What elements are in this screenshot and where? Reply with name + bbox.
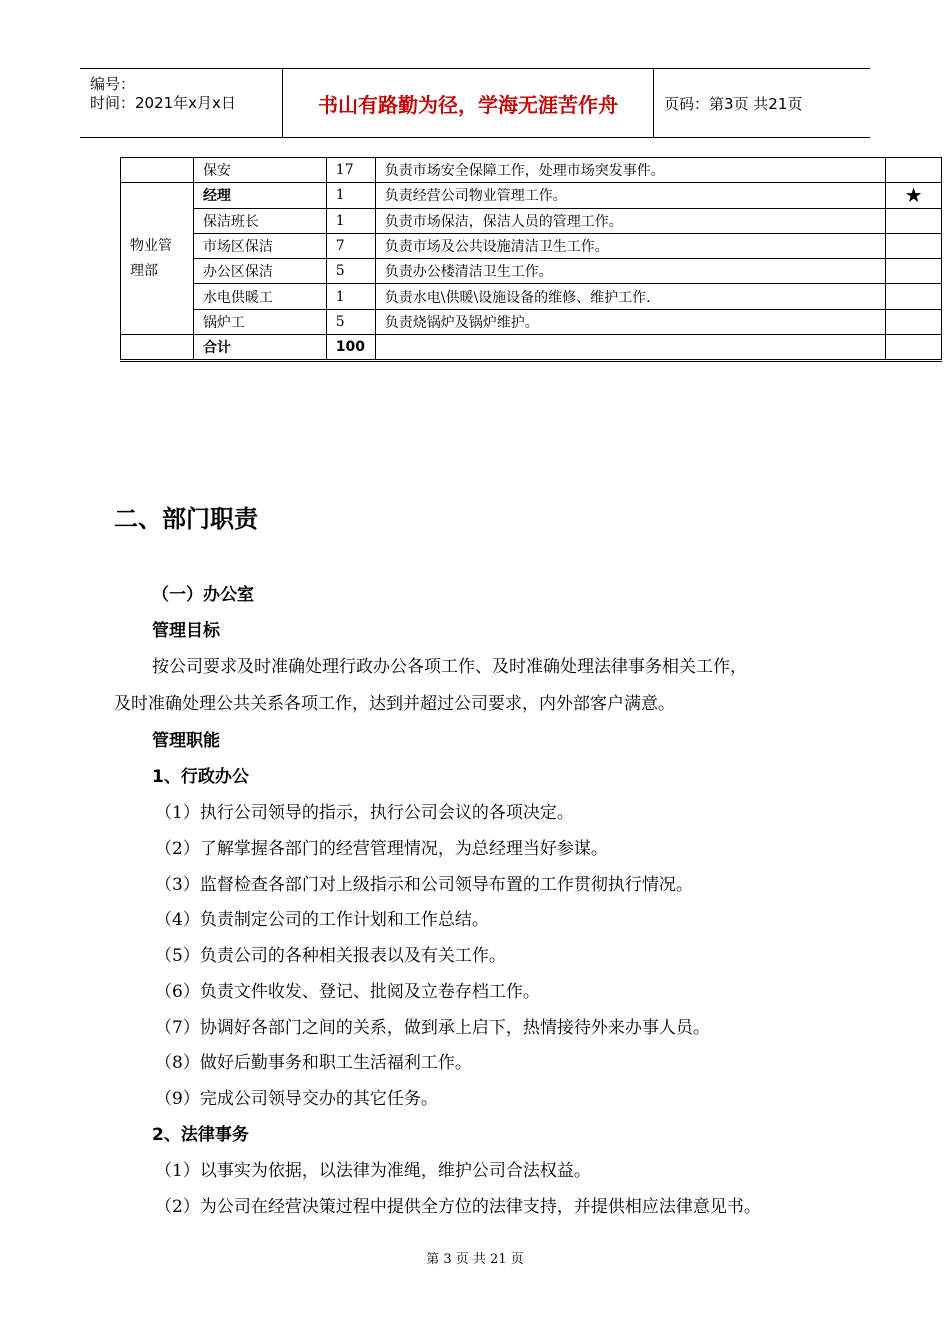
doc-number-label: 编号：	[90, 75, 136, 93]
count-cell: 1	[326, 284, 375, 309]
table-total-row	[121, 335, 942, 361]
subsection-title: （一）办公室	[152, 585, 254, 605]
page-header	[80, 68, 870, 138]
position-cell: 水电供暖工	[193, 284, 326, 309]
position-cell: 办公区保洁	[193, 259, 326, 284]
goal-heading: 管理目标	[152, 621, 220, 641]
page-footer: 第 3 页 共 21 页	[426, 1252, 524, 1267]
list-item: （4）负责制定公司的工作计划和工作总结。	[155, 910, 489, 930]
table-row	[121, 284, 942, 309]
mark-cell	[886, 259, 942, 284]
table-row	[121, 208, 942, 233]
list-item: （2）了解掌握各部门的经营管理情况，为总经理当好参谋。	[155, 839, 608, 859]
header-motto: 书山有路勤为径，学海无涯苦作舟	[283, 69, 654, 137]
list-item: （8）做好后勤事务和职工生活福利工作。	[155, 1053, 472, 1073]
dept-cell-empty	[121, 158, 194, 183]
list-item: （2）为公司在经营决策过程中提供全方位的法律支持，并提供相应法律意见书。	[155, 1197, 761, 1217]
doc-time-label: 时间：2021年x月x日	[90, 94, 236, 112]
duty-cell: 负责经营公司物业管理工作。	[375, 183, 885, 208]
table-row	[121, 309, 942, 334]
duty-cell-empty	[375, 335, 885, 361]
table-row	[121, 233, 942, 258]
dept-cell-empty	[121, 335, 194, 361]
admin-heading: 1、行政办公	[152, 767, 249, 787]
position-cell: 锅炉工	[193, 309, 326, 334]
list-item: （9）完成公司领导交办的其它任务。	[155, 1089, 438, 1109]
staff-table	[120, 157, 942, 362]
position-cell: 保安	[193, 158, 326, 183]
table-row	[121, 183, 942, 208]
star-icon: ★	[886, 183, 942, 208]
header-meta	[80, 69, 283, 137]
list-item: （6）负责文件收发、登记、批阅及立卷存档工作。	[155, 982, 540, 1002]
count-cell: 7	[326, 233, 375, 258]
position-cell: 经理	[193, 183, 326, 208]
count-cell: 5	[326, 259, 375, 284]
position-cell: 保洁班长	[193, 208, 326, 233]
goal-text-line: 及时准确处理公共关系各项工作，达到并超过公司要求，内外部客户满意。	[114, 694, 675, 714]
mark-cell	[886, 158, 942, 183]
mark-cell	[886, 284, 942, 309]
position-cell: 市场区保洁	[193, 233, 326, 258]
count-cell: 1	[326, 208, 375, 233]
table-row	[121, 158, 942, 183]
goal-text-line: 按公司要求及时准确处理行政办公各项工作、及时准确处理法律事务相关工作，	[152, 657, 747, 677]
duty-cell: 负责市场安全保障工作，处理市场突发事件。	[375, 158, 885, 183]
duty-cell: 负责市场及公共设施清洁卫生工作。	[375, 233, 885, 258]
dept-name-line: 物业管	[130, 237, 172, 254]
mark-cell	[886, 208, 942, 233]
duty-cell: 负责市场保洁，保洁人员的管理工作。	[375, 208, 885, 233]
list-item: （1）执行公司领导的指示，执行公司会议的各项决定。	[155, 803, 574, 823]
duty-cell: 负责办公楼清洁卫生工作。	[375, 259, 885, 284]
list-item: （5）负责公司的各种相关报表以及有关工作。	[155, 946, 506, 966]
list-item: （1）以事实为依据，以法律为准绳，维护公司合法权益。	[155, 1161, 591, 1181]
count-cell: 5	[326, 309, 375, 334]
duty-cell: 负责烧锅炉及锅炉维护。	[375, 309, 885, 334]
section-title: 二、部门职责	[114, 505, 258, 533]
mark-cell-empty	[886, 335, 942, 361]
header-page-info: 页码：第3页 共21页	[664, 94, 803, 113]
list-item: （7）协调好各部门之间的关系，做到承上启下，热情接待外来办事人员。	[155, 1018, 710, 1038]
total-value: 100	[326, 335, 375, 361]
legal-heading: 2、法律事务	[152, 1125, 249, 1145]
dept-name-cell	[121, 183, 194, 335]
total-label: 合计	[193, 335, 326, 361]
mark-cell	[886, 309, 942, 334]
table-row	[121, 259, 942, 284]
mark-cell	[886, 233, 942, 258]
function-heading: 管理职能	[152, 731, 220, 751]
duty-cell: 负责水电\供暖\设施设备的维修、维护工作.	[375, 284, 885, 309]
count-cell: 17	[326, 158, 375, 183]
count-cell: 1	[326, 183, 375, 208]
list-item: （3）监督检查各部门对上级指示和公司领导布置的工作贯彻执行情况。	[155, 875, 693, 895]
dept-name-line: 理部	[130, 262, 158, 279]
